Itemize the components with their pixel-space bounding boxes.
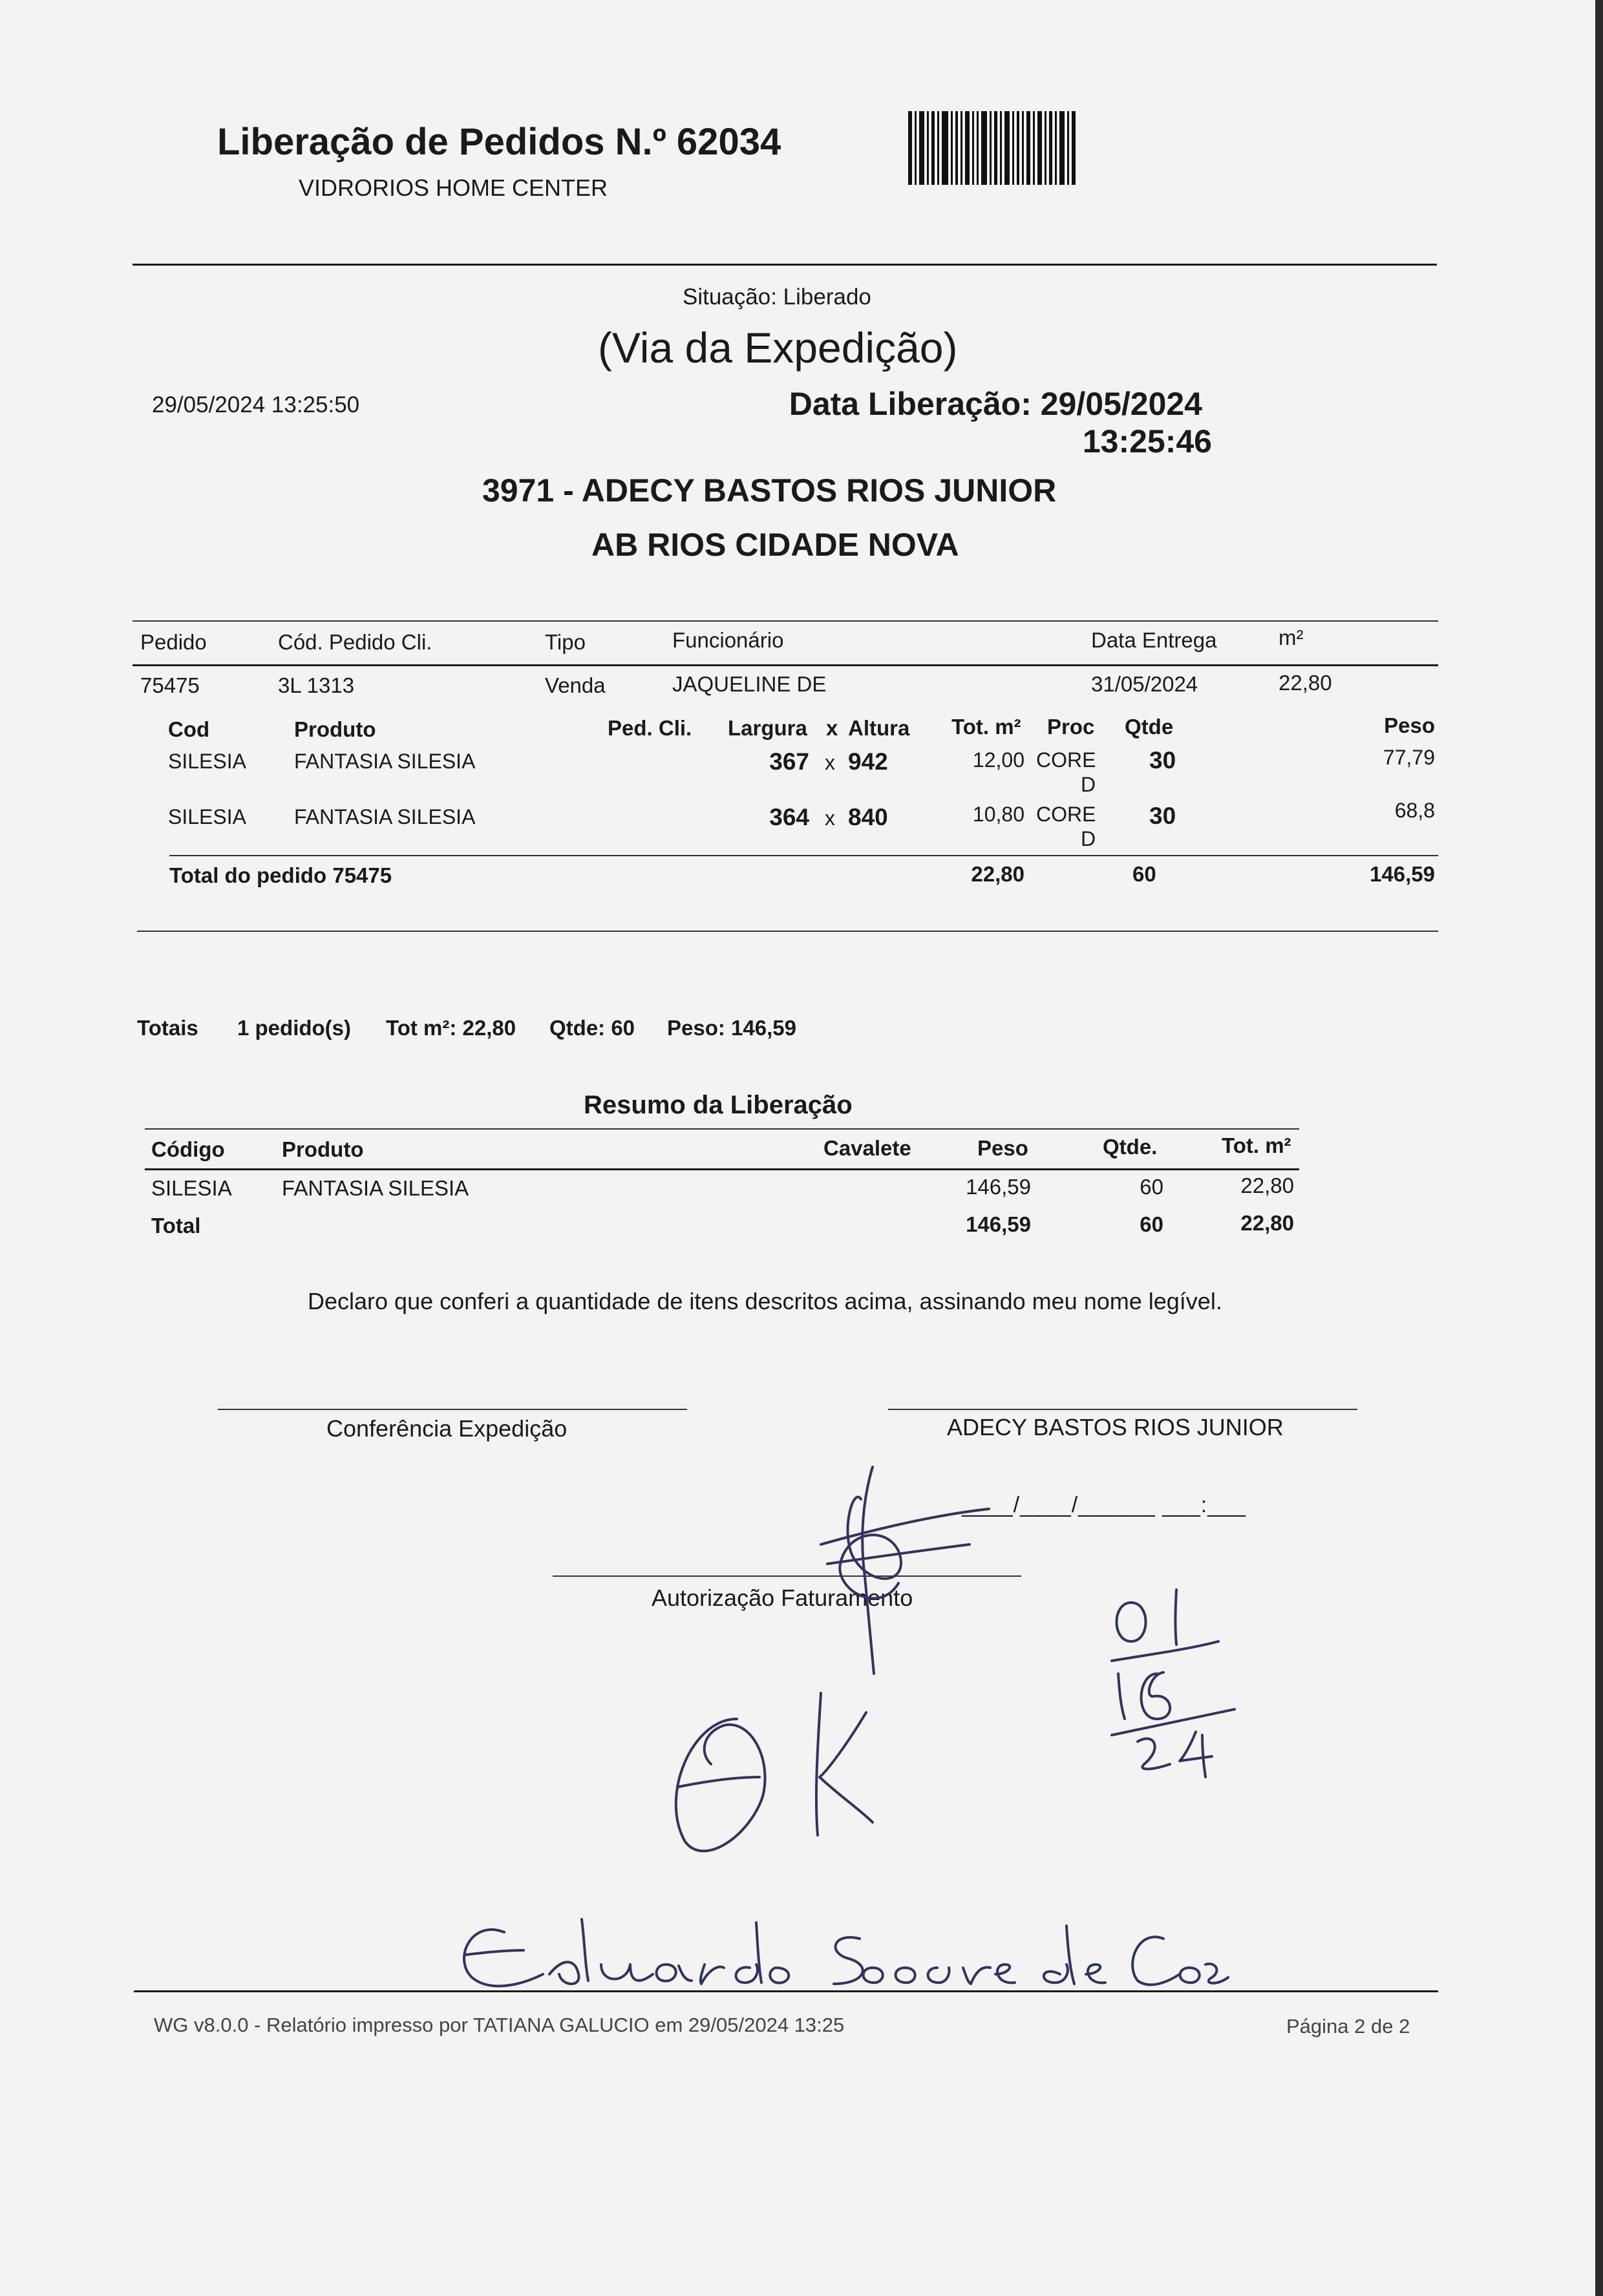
handwritten-name-signature — [446, 1913, 1235, 2003]
handwritten-date — [1099, 1577, 1247, 1784]
item-tot-m2: 10,80 — [972, 803, 1024, 826]
order-total-peso: 146,59 — [1370, 862, 1435, 886]
item-proc: CORE — [1036, 748, 1096, 772]
items-col-peso: Peso — [1384, 713, 1435, 737]
item-peso: 77,79 — [1383, 746, 1435, 769]
signature-label-right: ADECY BASTOS RIOS JUNIOR — [947, 1414, 1284, 1440]
item-proc-cont: D — [1081, 773, 1096, 796]
summary-row-peso: 146,59 — [966, 1175, 1031, 1199]
col-funcionario: Funcionário — [672, 628, 784, 652]
order-total-qtde: 60 — [1132, 862, 1156, 886]
item-altura: 840 — [848, 804, 888, 830]
authorization-label: Autorização Faturamento — [652, 1585, 913, 1611]
items-col-ped-cli: Ped. Cli. — [608, 716, 692, 740]
release-date: Data Liberação: 29/05/2024 — [789, 386, 1202, 422]
items-col-proc: Proc — [1047, 715, 1095, 739]
col-tipo: Tipo — [545, 630, 586, 654]
summary-col-tot-m2: Tot. m² — [1222, 1133, 1291, 1157]
order-tipo: Venda — [545, 673, 606, 697]
item-qtde: 30 — [1149, 747, 1176, 774]
order-total-m2: 22,80 — [971, 862, 1024, 886]
print-datetime: 29/05/2024 13:25:50 — [152, 392, 360, 417]
totals-qtde: Qtde: 60 — [549, 1016, 635, 1040]
items-col-tot-m2: Tot. m² — [951, 715, 1021, 739]
item-qtde: 30 — [1149, 803, 1176, 829]
release-time: 13:25:46 — [1082, 423, 1212, 459]
order-total-label: Total do pedido 75475 — [169, 863, 392, 887]
summary-col-codigo: Código — [151, 1137, 225, 1161]
order-cod-pedido-cli: 3L 1313 — [278, 673, 355, 697]
items-col-qtde: Qtde — [1125, 715, 1174, 739]
item-produto: FANTASIA SILESIA — [294, 805, 476, 828]
items-col-cod: Cod — [168, 717, 210, 741]
client-name: 3971 - ADECY BASTOS RIOS JUNIOR — [482, 472, 1057, 509]
copy-label: (Via da Expedição) — [598, 324, 958, 372]
order-m2: 22,80 — [1279, 671, 1332, 695]
summary-total-peso: 146,59 — [966, 1212, 1031, 1236]
summary-total-qtde: 60 — [1140, 1212, 1163, 1236]
items-col-produto: Produto — [294, 717, 376, 741]
summary-col-cavalete: Cavalete — [823, 1136, 911, 1160]
item-x: x — [825, 806, 835, 830]
signature-line-left — [218, 1409, 687, 1410]
summary-top-border — [145, 1128, 1299, 1130]
summary-col-qtde: Qtde. — [1103, 1135, 1158, 1159]
order-header-top-border — [133, 620, 1438, 622]
handwritten-ok — [653, 1687, 886, 1874]
declaration-text: Declaro que conferi a quantidade de itens descritos acima, assinando meu nome legível. — [308, 1288, 1222, 1314]
summary-row-codigo: SILESIA — [151, 1176, 232, 1200]
item-x: x — [825, 751, 835, 774]
col-cod-pedido-cli: Cód. Pedido Cli. — [278, 630, 432, 654]
document-title: Liberação de Pedidos N.º 62034 — [217, 121, 781, 163]
items-col-altura: Altura — [848, 716, 910, 740]
item-cod: SILESIA — [168, 750, 246, 773]
item-largura: 367 — [769, 748, 809, 775]
items-col-x: x — [826, 716, 838, 740]
totals-pedidos: 1 pedido(s) — [237, 1016, 352, 1040]
totals-m2: Tot m²: 22,80 — [386, 1016, 516, 1040]
col-m2: m² — [1279, 626, 1304, 649]
footer-page-number: Página 2 de 2 — [1286, 2015, 1410, 2038]
order-data-entrega: 31/05/2024 — [1091, 672, 1198, 696]
items-total-divider — [169, 855, 1438, 856]
summary-row-produto: FANTASIA SILESIA — [282, 1176, 469, 1200]
handwritten-signature — [802, 1460, 995, 1680]
signature-label-left: Conferência Expedição — [326, 1415, 568, 1442]
summary-total-label: Total — [151, 1214, 201, 1238]
situation-label: Situação: Liberado — [683, 284, 871, 310]
item-tot-m2: 12,00 — [972, 748, 1024, 772]
item-peso: 68,8 — [1394, 799, 1435, 822]
header-divider — [133, 264, 1437, 266]
item-proc-cont: D — [1081, 827, 1096, 850]
order-pedido: 75475 — [140, 673, 200, 697]
item-produto: FANTASIA SILESIA — [294, 750, 476, 773]
order-funcionario: JAQUELINE DE — [672, 672, 827, 696]
col-data-entrega: Data Entrega — [1091, 628, 1217, 652]
summary-total-tot-m2: 22,80 — [1240, 1211, 1294, 1235]
items-col-largura: Largura — [728, 716, 807, 740]
footer-print-info: WG v8.0.0 - Relatório impresso por TATIANA GALUCIO em 29/05/2024 13:25 — [154, 2014, 845, 2036]
summary-col-produto: Produto — [282, 1137, 364, 1161]
summary-row-tot-m2: 22,80 — [1240, 1174, 1294, 1197]
summary-title: Resumo da Liberação — [584, 1091, 853, 1119]
date-blank: ____/____/______ ___:___ — [962, 1493, 1246, 1517]
items-bottom-divider — [137, 931, 1438, 932]
company-name: VIDRORIOS HOME CENTER — [299, 174, 608, 201]
summary-col-peso: Peso — [977, 1136, 1028, 1160]
totals-peso: Peso: 146,59 — [667, 1016, 796, 1040]
item-largura: 364 — [769, 804, 809, 830]
footer-divider — [134, 1990, 1438, 1992]
summary-row-qtde: 60 — [1140, 1175, 1163, 1199]
item-altura: 942 — [848, 748, 888, 775]
barcode — [908, 111, 1134, 185]
order-header-divider — [133, 664, 1438, 666]
client-store: AB RIOS CIDADE NOVA — [591, 527, 959, 563]
summary-header-divider — [145, 1168, 1299, 1170]
item-proc: CORE — [1036, 803, 1096, 826]
col-pedido: Pedido — [140, 630, 207, 654]
signature-line-right — [888, 1409, 1357, 1410]
item-cod: SILESIA — [168, 805, 246, 828]
totals-label: Totais — [137, 1016, 198, 1040]
